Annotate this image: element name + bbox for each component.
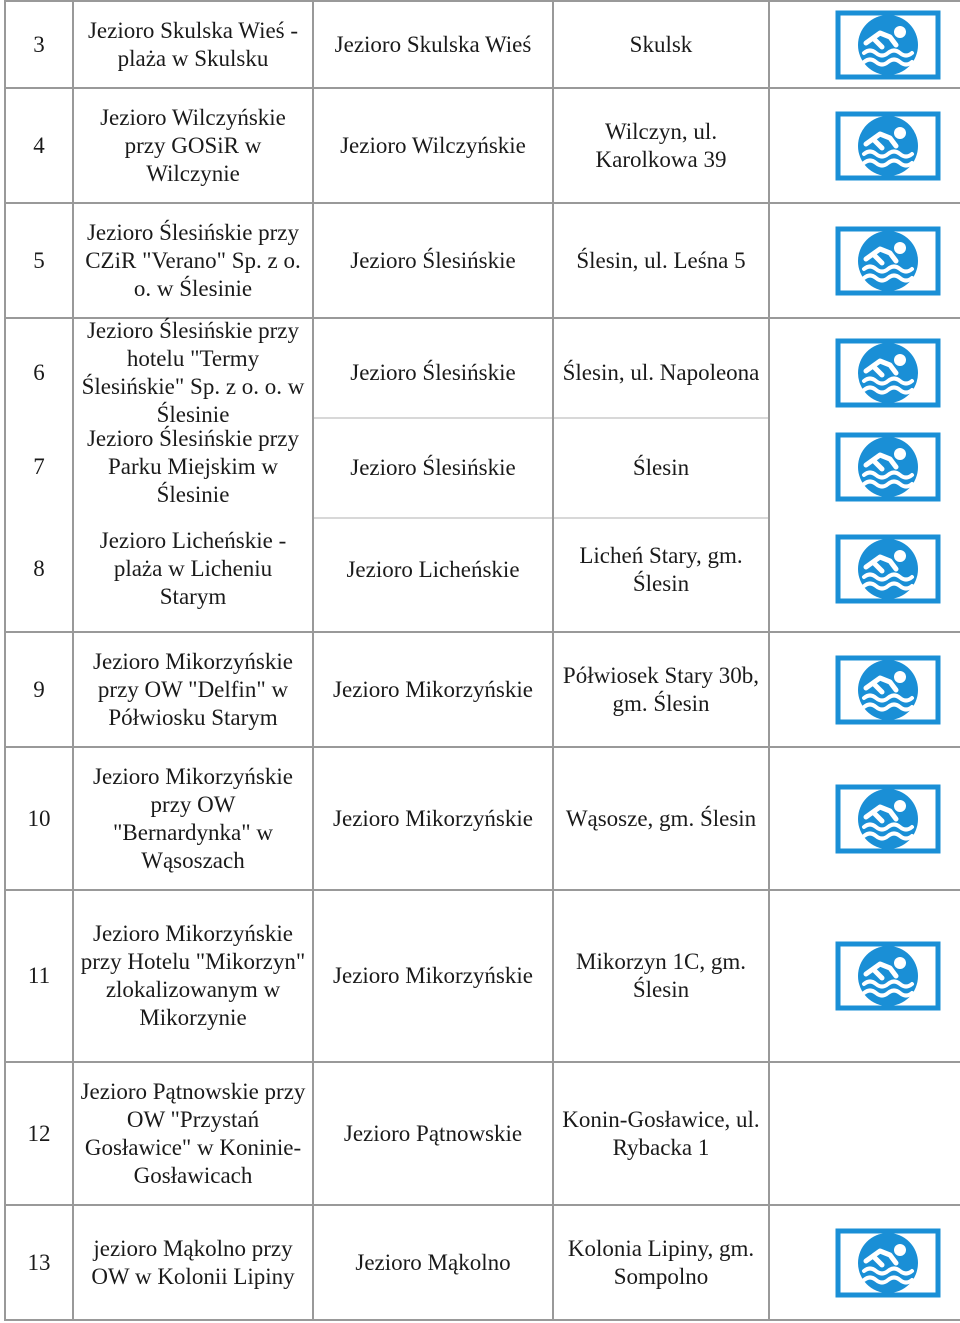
site-name-group (73, 318, 313, 632)
swimming-icon (834, 431, 942, 503)
site-name: Jezioro Ślesińskie przy CZiR "Verano" Sp. z o. o. w Ślesinie (73, 203, 313, 318)
row-number: 12 (5, 1062, 73, 1205)
table-row (5, 88, 960, 203)
icon-cell-group (769, 318, 960, 632)
row-number: 7 (33, 454, 45, 479)
row-number-group (5, 318, 73, 632)
swimming-icon (834, 783, 942, 855)
row-number: 8 (33, 556, 45, 581)
row-number: 4 (5, 88, 73, 203)
site-location: Wilczyn, ul. Karolkowa 39 (553, 88, 769, 203)
lake-name: Jezioro Skulska Wieś (313, 1, 553, 88)
table-row (5, 632, 960, 747)
site-location: Licheń Stary, gm. Ślesin (554, 517, 768, 621)
lake-name: Jezioro Wilczyńskie (313, 88, 553, 203)
site-name: Jezioro Wilczyńskie przy GOSiR w Wilczynie (73, 88, 313, 203)
site-location: Ślesin, ul. Leśna 5 (553, 203, 769, 318)
site-name: Jezioro Ślesińskie przy hotelu "Termy Ślesińskie" Sp. z o. o. w Ślesinie (81, 318, 305, 427)
site-location-group (553, 318, 769, 632)
icon-cell (769, 1, 960, 88)
swimming-icon (834, 337, 942, 409)
row-number: 3 (5, 1, 73, 88)
table-row (5, 1062, 960, 1205)
icon-cell (769, 632, 960, 747)
table-row (5, 1205, 960, 1320)
lake-name: Jezioro Mikorzyńskie (313, 747, 553, 890)
site-name: Jezioro Skulska Wieś - plaża w Skulsku (73, 1, 313, 88)
row-number: 6 (33, 360, 45, 385)
site-location: Wąsosze, gm. Ślesin (553, 747, 769, 890)
icon-cell (770, 329, 960, 417)
icon-cell (769, 203, 960, 318)
site-name: Jezioro Licheńskie - plaża w Licheniu Starym (99, 528, 287, 609)
swimming-icon (834, 940, 942, 1012)
table-row (5, 747, 960, 890)
icon-cell (769, 1205, 960, 1320)
lake-name-group (313, 318, 553, 632)
table-row (5, 203, 960, 318)
site-name: jezioro Mąkolno przy OW w Kolonii Lipiny (73, 1205, 313, 1320)
swimming-icon (834, 654, 942, 726)
row-number: 5 (5, 203, 73, 318)
site-name: Jezioro Mikorzyńskie przy Hotelu "Mikorzyn" zlokalizowanym w Mikorzynie (73, 890, 313, 1062)
lake-name: Jezioro Ślesińskie (314, 417, 552, 517)
site-location: Kolonia Lipiny, gm. Sompolno (553, 1205, 769, 1320)
site-location: Skulsk (553, 1, 769, 88)
icon-cell (770, 517, 960, 621)
swimming-icon (834, 225, 942, 297)
site-name: Jezioro Mikorzyńskie przy OW "Bernardynka" w Wąsoszach (73, 747, 313, 890)
lake-name: Jezioro Mąkolno (313, 1205, 553, 1320)
lake-name: Jezioro Pątnowskie (313, 1062, 553, 1205)
bathing-sites-table (4, 0, 960, 1321)
row-number: 11 (5, 890, 73, 1062)
row-number: 10 (5, 747, 73, 890)
site-location: Ślesin (554, 417, 768, 517)
site-name: Jezioro Ślesińskie przy Parku Miejskim w Ślesinie (86, 426, 300, 507)
icon-cell (769, 890, 960, 1062)
icon-cell (770, 417, 960, 517)
site-name: Jezioro Mikorzyńskie przy OW "Delfin" w Półwiosku Starym (73, 632, 313, 747)
swimming-icon (834, 110, 942, 182)
site-location: Półwiosek Stary 30b, gm. Ślesin (553, 632, 769, 747)
row-number: 13 (5, 1205, 73, 1320)
lake-name: Jezioro Ślesińskie (313, 203, 553, 318)
table-row (5, 890, 960, 1062)
site-name: Jezioro Pątnowskie przy OW "Przystań Gosławice" w Koninie-Gosławicach (73, 1062, 313, 1205)
site-location: Ślesin, ul. Napoleona (562, 360, 760, 385)
swimming-icon (834, 1227, 942, 1299)
icon-cell (769, 88, 960, 203)
site-location: Mikorzyn 1C, gm. Ślesin (553, 890, 769, 1062)
swimming-icon (834, 533, 942, 605)
icon-cell (769, 1062, 960, 1205)
site-location: Konin-Gosławice, ul. Rybacka 1 (553, 1062, 769, 1205)
table-row (5, 1, 960, 88)
swimming-icon (834, 9, 942, 81)
lake-name: Jezioro Mikorzyńskie (313, 890, 553, 1062)
lake-name: Jezioro Ślesińskie (350, 360, 516, 385)
lake-name: Jezioro Licheńskie (314, 517, 552, 621)
lake-name: Jezioro Mikorzyńskie (313, 632, 553, 747)
row-number: 9 (5, 632, 73, 747)
icon-cell (769, 747, 960, 890)
table-row-group (5, 318, 960, 632)
